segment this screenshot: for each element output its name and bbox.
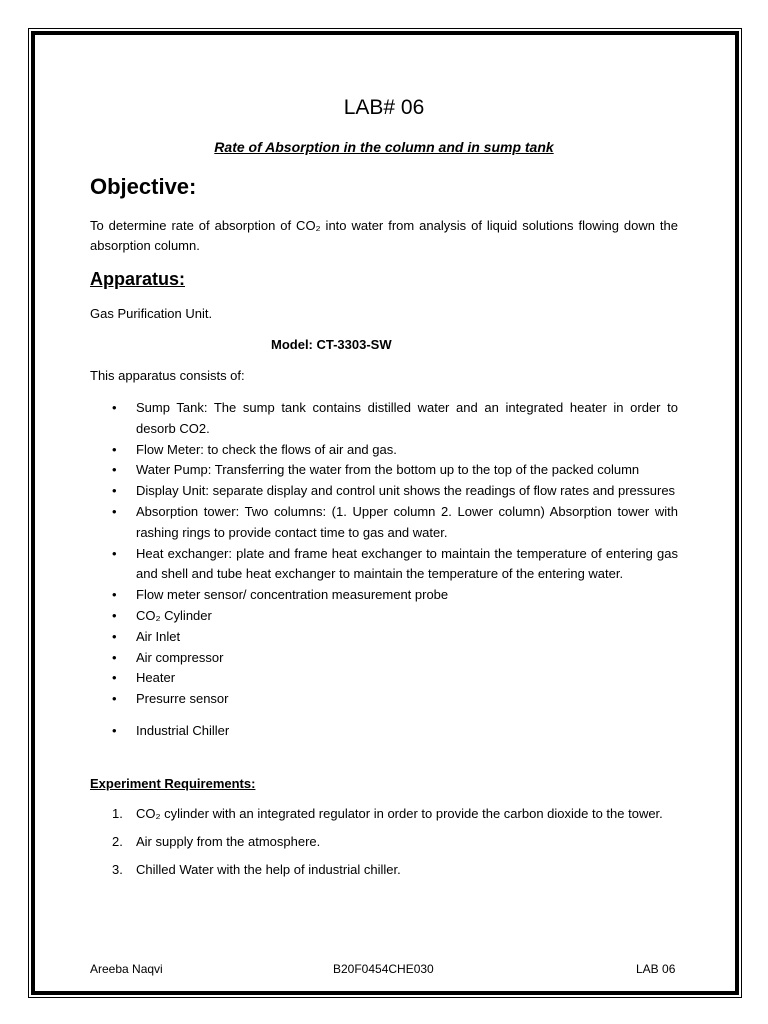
bullet-icon: • xyxy=(112,649,117,665)
apparatus-consists: This apparatus consists of: xyxy=(90,368,245,383)
list-item xyxy=(90,828,678,856)
objective-heading: Objective: xyxy=(90,174,197,199)
bullet-icon: • xyxy=(112,670,117,686)
lab-subtitle: Rate of Absorption in the column and in sump tank xyxy=(214,139,554,155)
bullet-icon: • xyxy=(112,722,117,738)
list-item xyxy=(90,544,678,586)
list-item xyxy=(90,668,678,689)
bullet-icon: • xyxy=(112,462,117,478)
list-item-text: Flow Meter: to check the flows of air and gas. xyxy=(136,441,397,457)
footer-id: B20F0454CHE030 xyxy=(333,962,434,976)
bullet-icon: • xyxy=(112,607,117,623)
list-item xyxy=(90,627,678,648)
lab-title: LAB# 06 xyxy=(343,96,425,119)
list-item-text: Air compressor xyxy=(136,649,224,665)
bullet-icon: • xyxy=(112,483,117,499)
list-item xyxy=(90,606,678,627)
list-item-text: Industrial Chiller xyxy=(136,722,230,738)
list-item-text: Chilled Water with the help of industrial chiller. xyxy=(136,862,401,877)
list-item xyxy=(90,440,678,461)
list-item xyxy=(90,481,678,502)
list-item-text: Water Pump: Transferring the water from the bottom up to the top of the packed column xyxy=(136,462,640,478)
list-item-text: Display Unit: separate display and control unit shows the readings of flow rates and pressures xyxy=(136,483,676,499)
list-item xyxy=(90,648,678,669)
list-number: 3. xyxy=(112,862,123,877)
bullet-icon: • xyxy=(112,628,117,644)
list-item-text: Heat exchanger: plate and frame heat exchanger to maintain the temperature of entering gas and shell and tube heat exchanger to maintain the temperature of the entering water. xyxy=(136,545,678,582)
footer-author: Areeba Naqvi xyxy=(90,962,163,976)
list-item xyxy=(90,502,678,544)
bullet-icon: • xyxy=(112,691,117,707)
bullet-icon: • xyxy=(112,587,117,603)
requirements-heading: Experiment Requirements: xyxy=(90,776,256,791)
apparatus-model: Model: CT-3303-SW xyxy=(271,337,392,352)
list-item-text: Absorption tower: Two columns: (1. Upper column 2. Lower column) Absorption tower with rashing rings to provide contact time to gas and water. xyxy=(136,503,678,540)
list-item-text: Presurre sensor xyxy=(136,691,229,707)
list-item-text: Heater xyxy=(136,670,176,686)
list-item xyxy=(90,721,678,742)
list-item xyxy=(90,800,678,828)
bullet-icon: • xyxy=(112,400,117,415)
list-item-text: Flow meter sensor/ concentration measurement probe xyxy=(136,587,449,603)
list-number: 2. xyxy=(112,834,123,849)
objective-text: To determine rate of absorption of CO₂ into water from analysis of liquid solutions flowing down the absorption column. xyxy=(90,218,678,253)
apparatus-heading: Apparatus: xyxy=(90,269,186,289)
list-item xyxy=(90,460,678,481)
apparatus-unit: Gas Purification Unit. xyxy=(90,306,213,321)
bullet-icon: • xyxy=(112,545,117,561)
list-item xyxy=(90,856,678,884)
list-item xyxy=(90,398,678,440)
bullet-icon: • xyxy=(112,503,117,519)
requirements-list xyxy=(90,800,678,884)
list-item xyxy=(90,585,678,606)
list-item xyxy=(90,689,678,710)
list-item-text: Sump Tank: The sump tank contains distilled water and an integrated heater in order to desorb CO2. xyxy=(136,400,678,436)
bullet-icon: • xyxy=(112,441,117,457)
list-item-text: Air supply from the atmosphere. xyxy=(136,834,321,849)
list-item-text: Air Inlet xyxy=(136,628,181,644)
footer-lab: LAB 06 xyxy=(636,962,676,976)
apparatus-list xyxy=(90,398,678,742)
list-item-text: CO₂ cylinder with an integrated regulator in order to provide the carbon dioxide to the tower. xyxy=(136,806,663,821)
list-item-text: CO₂ Cylinder xyxy=(136,607,212,623)
list-number: 1. xyxy=(112,806,123,821)
